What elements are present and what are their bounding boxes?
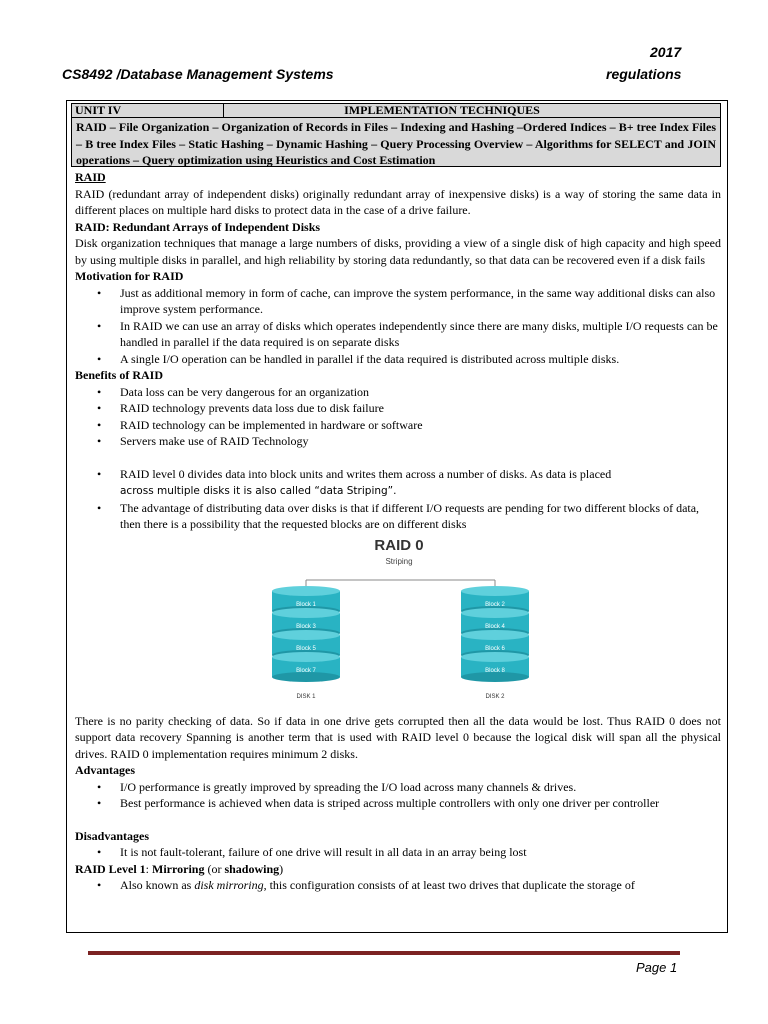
list-item: • Best performance is achieved when data is striped across multiple controllers with only one driver per controller	[75, 795, 721, 812]
course-title: CS8492 /Database Management Systems	[62, 66, 334, 82]
raid-heading: RAID	[75, 170, 106, 184]
raid0-description: There is no parity checking of data. So if data in one drive gets corrupted then all the data would be lost. Thus RAID 0 does not support data recovery Spanning is another term that is used with RAID level 0 because the logical disk will span all the physical drives. RAID 0 implementation requires minimum 2 disks.	[75, 713, 721, 761]
diagram-title: RAID 0	[374, 536, 424, 554]
list-item: • RAID technology prevents data loss due to disk failure	[75, 400, 721, 417]
disadvantages-heading: Disadvantages	[75, 828, 150, 843]
block-label: Block 1	[296, 601, 316, 608]
raid1-level-label: RAID Level 1	[75, 861, 146, 876]
document-body	[75, 169, 721, 894]
motivation-heading: Motivation for RAID	[75, 269, 184, 283]
block-label: Block 6	[485, 645, 505, 652]
block-label: Block 5	[296, 645, 316, 652]
raid1-list	[75, 877, 721, 894]
footer-divider	[88, 951, 680, 955]
page-number: Page 1	[636, 960, 678, 975]
disk-2-stack	[461, 586, 529, 682]
unit-label: UNIT IV	[72, 104, 224, 117]
list-item: • Data loss can be very dangerous for an organization	[75, 384, 721, 401]
benefits-list	[75, 384, 721, 450]
raid-intro: RAID (redundant array of independent disks) originally redundant array of inexpensive disks) is a way of storing the same data in different places on multiple hard disks to protect data in the case of a drive failure.	[75, 186, 721, 217]
list-item: • A single I/O operation can be handled in parallel if the data required is distributed across multiple disks.	[75, 351, 721, 368]
list-item: • The advantage of distributing data over disks is that if different I/O requests are pending for two different blocks of data, then there is a possibility that the requested blocks are on different disks	[75, 500, 721, 533]
header-year: 2017	[650, 44, 682, 60]
raid0-diagram	[75, 533, 721, 713]
motivation-list	[75, 285, 721, 368]
disk-2-label: DISK 2	[485, 693, 505, 700]
raid1-item-start: Also known as	[120, 878, 195, 892]
raid1-or: (or	[204, 861, 225, 876]
unit-topics: RAID – File Organization – Organization of Records in Files – Indexing and Hashing –Ordered Indices – B+ tree Index Files – B tree Index Files – Static Hashing – Dynamic Hashing – Query Processing Overview – Algorithms for SELECT and JOIN operations – Query optimization using Heuristics and Cost Estimation	[72, 117, 720, 169]
list-item: • In RAID we can use an array of disks which operates independently since there are many disks, multiple I/O requests can be handled in parallel if the data required is on separate disks	[75, 318, 721, 351]
raid-definition: Disk organization techniques that manage a large numbers of disks, providing a view of a single disk of high capacity and high speed by using multiple disks in parallel, and high reliability by storing data redundantly, so that data can be recovered even if a disk fails	[75, 236, 721, 267]
disadvantages-list	[75, 844, 721, 861]
block-label: Block 4	[485, 623, 505, 630]
disk-1-stack	[272, 586, 340, 682]
raid1-item-italic: disk mirroring	[194, 878, 264, 892]
advantages-list	[75, 779, 721, 812]
raid0-item1-mono: across multiple disks it is also called “data Striping”.	[120, 485, 397, 497]
raid0-diagram-svg	[75, 533, 721, 713]
unit-header-box	[71, 103, 721, 167]
raid1-item-end: , this configuration consists of at least two drives that duplicate the storage of	[263, 878, 635, 892]
raid1-close: )	[279, 861, 284, 876]
page-content-frame	[66, 100, 728, 933]
disk-1-block-4	[272, 652, 340, 682]
header-regulations: regulations	[606, 66, 682, 82]
raid0-item1-text: RAID level 0 divides data into block units and writes them across a number of disks. As data is placed	[120, 466, 612, 481]
list-item	[75, 877, 721, 894]
raid1-colon: :	[145, 861, 153, 876]
benefits-heading: Benefits of RAID	[75, 368, 163, 382]
unit-title: IMPLEMENTATION TECHNIQUES	[344, 103, 540, 117]
raid1-heading	[75, 861, 721, 878]
block-label: Block 2	[485, 601, 505, 608]
raid1-mirroring: Mirroring	[152, 861, 205, 876]
list-item: • RAID technology can be implemented in hardware or software	[75, 417, 721, 434]
block-label: Block 8	[485, 667, 505, 674]
list-item: • It is not fault-tolerant, failure of one drive will result in all data in an array being lost	[75, 844, 721, 861]
list-item: • I/O performance is greatly improved by spreading the I/O load across many channels & drives.	[75, 779, 721, 796]
disk-2-block-4	[461, 652, 529, 682]
diagram-subtitle: Striping	[385, 556, 413, 566]
list-item: • Just as additional memory in form of cache, can improve the system performance, in the same way additional disks can also improve system performance.	[75, 285, 721, 318]
raid0-list	[75, 466, 721, 533]
raid1-shadowing: shadowing	[224, 861, 280, 876]
disk-1-label: DISK 1	[296, 693, 316, 700]
block-label: Block 3	[296, 623, 316, 630]
block-label: Block 7	[296, 667, 316, 674]
advantages-heading: Advantages	[75, 763, 136, 777]
raid-subheading: RAID: Redundant Arrays of Independent Disks	[75, 219, 321, 234]
list-item	[75, 466, 721, 500]
list-item: • Servers make use of RAID Technology	[75, 433, 721, 450]
